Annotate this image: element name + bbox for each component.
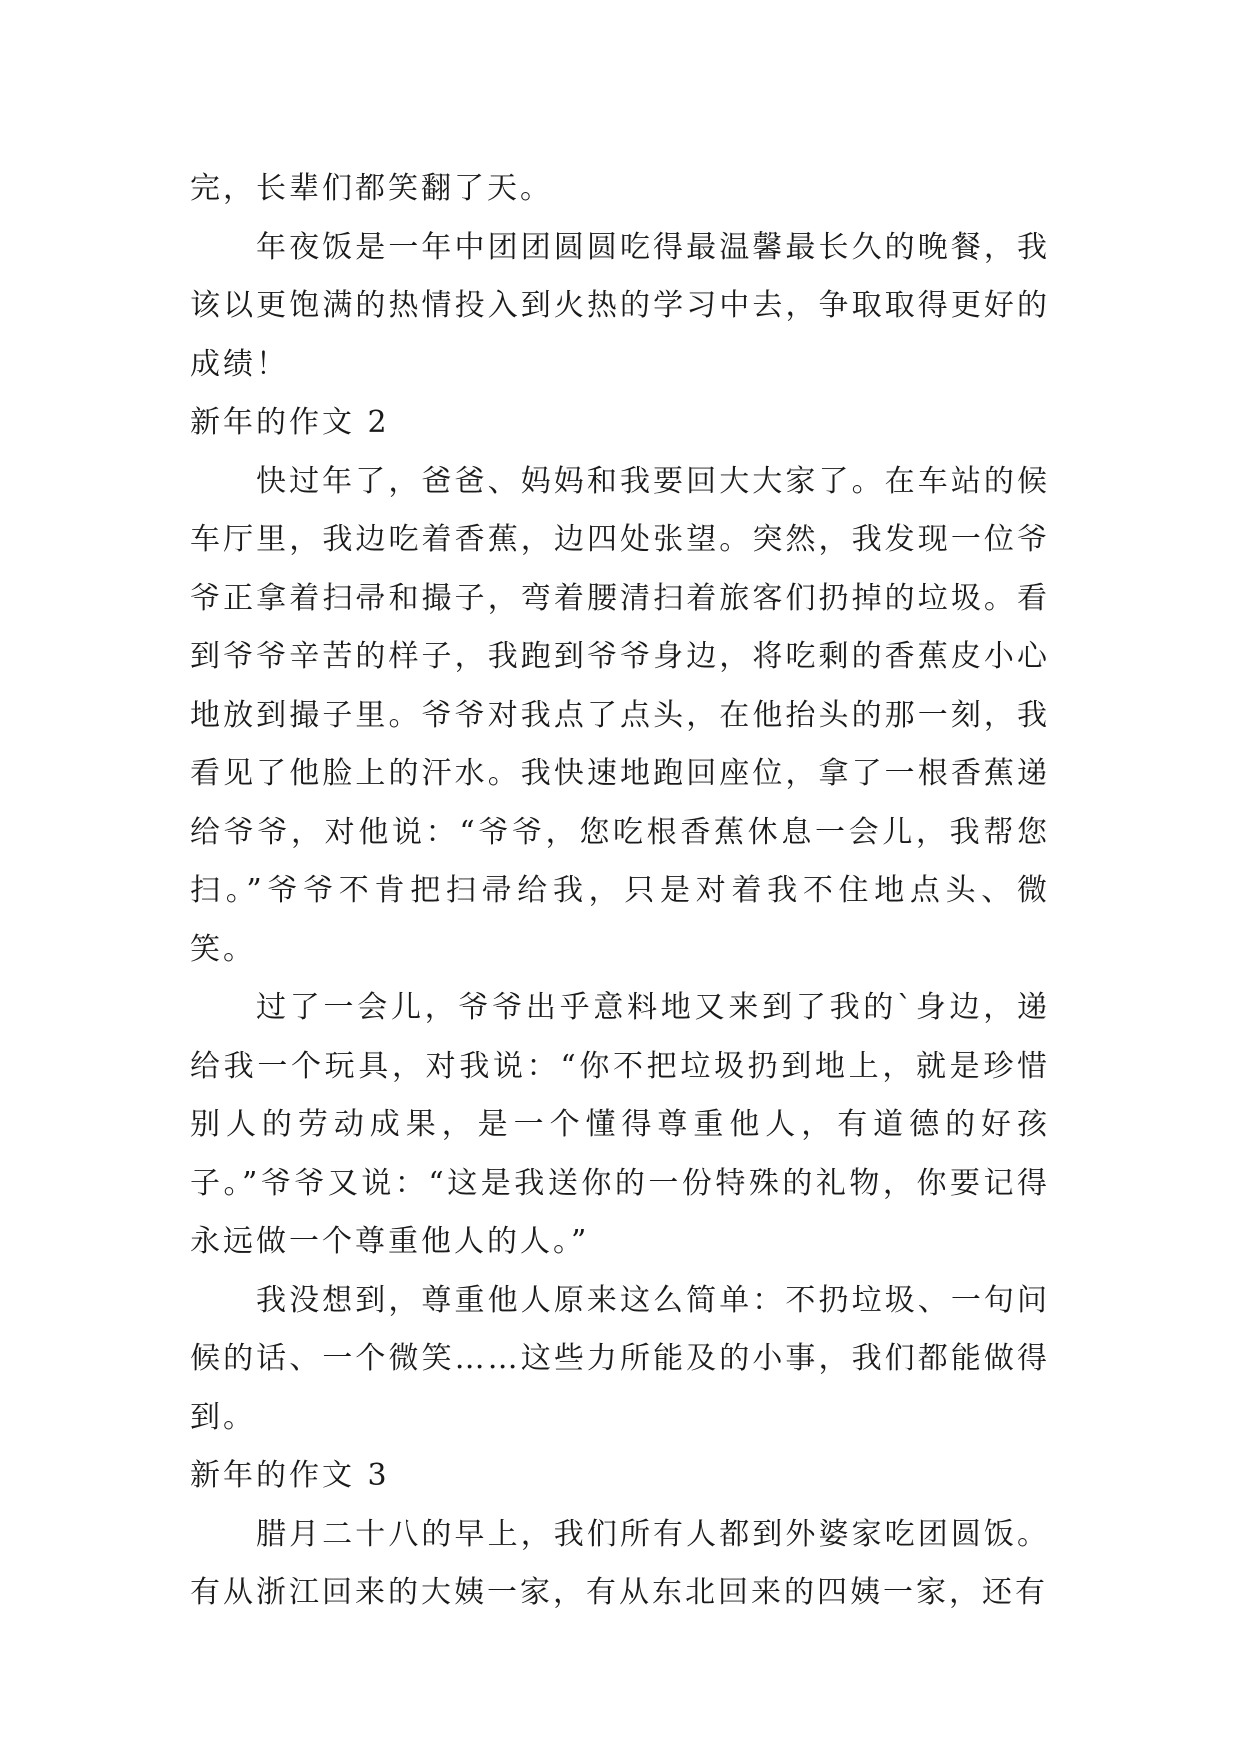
essay-heading-3: 新年的作文 3 <box>190 1458 390 1493</box>
paragraph-new-year-dinner: 年夜饭是一年中团团圆圆吃得最温馨最长久的晚餐，我该以更饱满的热情投入到火热的学习中去，争取取得更好的成绩！ <box>190 229 1050 382</box>
paragraph-reunion: 腊月二十八的早上，我们所有人都到外婆家吃团圆饭。有从浙江回来的大姨一家，有从东北回来的四姨一家，还有 <box>190 1516 1050 1610</box>
paragraph-respect: 我没想到，尊重他人原来这么简单：不扔垃圾、一句问候的话、一个微笑……这些力所能及的小事，我们都能做得到。 <box>190 1282 1050 1435</box>
document-body <box>190 160 1050 1623</box>
essay-heading-2: 新年的作文 2 <box>190 405 390 440</box>
paragraph-station: 快过年了，爸爸、妈妈和我要回大大家了。在车站的候车厅里，我边吃着香蕉，边四处张望。突然，我发现一位爷爷正拿着扫帚和撮子，弯着腰清扫着旅客们扔掉的垃圾。看到爷爷辛苦的样子，我跑到爷爷身边，将吃剩的香蕉皮小心地放到撮子里。爷爷对我点了点头，在他抬头的那一刻，我看见了他脸上的汗水。我快速地跑回座位，拿了一根香蕉递给爷爷，对他说：“爷爷，您吃根香蕉休息一会儿，我帮您扫。”爷爷不肯把扫帚给我，只是对着我不住地点头、微笑。 <box>190 463 1050 967</box>
paragraph-continued: 完，长辈们都笑翻了天。 <box>190 171 553 206</box>
paragraph-gift: 过了一会儿，爷爷出乎意料地又来到了我的`身边，递给我一个玩具，对我说：“你不把垃圾扔到地上，就是珍惜别人的劳动成果，是一个懂得尊重他人，有道德的好孩子。”爷爷又说：“这是我送你的一份特殊的礼物，你要记得永远做一个尊重他人的人。” <box>190 990 1050 1259</box>
